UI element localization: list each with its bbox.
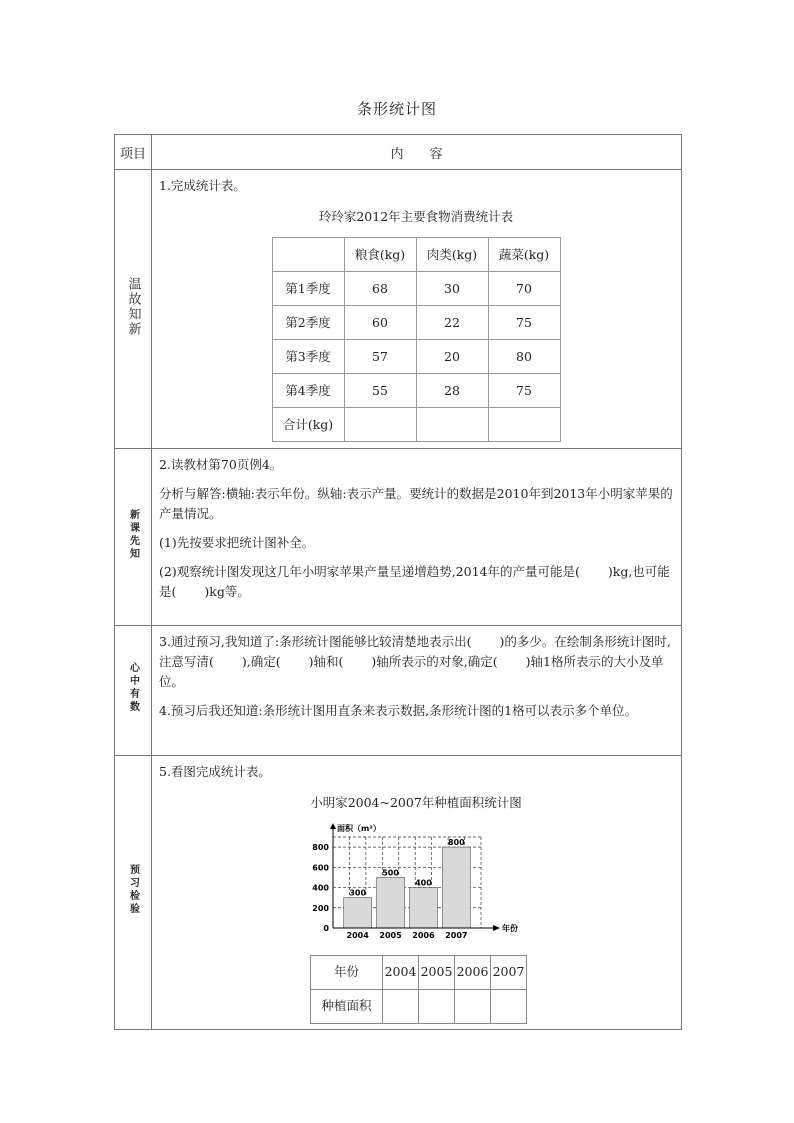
text-fragment: )kg等。 [204,583,250,599]
question-5: 5.看图完成统计表。 [159,763,271,779]
section-label-cell [115,755,152,1029]
data-label: 500 [382,867,399,877]
bar-2007 [442,847,470,928]
answer-blank[interactable] [383,989,419,1023]
area-col-2006: 2006 [455,955,491,989]
answer-blank[interactable] [488,407,560,441]
section-content [152,170,682,449]
text-fragment: 3.通过预习,我知道了:条形统计图能够比较清楚地表示出( [159,633,472,649]
table-row [272,339,560,373]
data-label: 300 [349,888,367,898]
y-tick-label: 800 [312,842,329,852]
question-1: 1.完成统计表。 [159,178,246,193]
text-fragment: (2)观察统计图发现这几年小明家苹果产量呈递增趋势,2014年的产量可能是( [159,563,580,579]
section-check [115,755,682,1029]
question-3 [159,632,673,692]
food-col-grain: 粮食(kg) [344,237,416,271]
bar-chart-svg [301,821,531,951]
section-label: 心中有数 [127,662,139,715]
row-label: 第4季度 [272,373,344,407]
header-item: 项目 [115,135,152,170]
answer-blank[interactable] [455,989,491,1023]
row-label: 第3季度 [272,339,344,373]
y-axis-arrow [330,823,336,829]
step-1-text: (1)先按要求把统计图补全。 [159,534,315,550]
y-tick-label: 400 [312,883,329,893]
area-col-2004: 2004 [383,955,419,989]
analysis-text: 分析与解答:横轴:表示年份。纵轴:表示产量。要统计的数据是2010年到2013年小明家苹果的产量情况。 [159,485,673,521]
worksheet-table [114,134,682,1030]
header-row [115,135,682,170]
y-tick-label: 0 [323,923,329,933]
bar-2005 [377,877,405,928]
table-cell: 80 [488,339,560,373]
text-fragment: )kg,也可能是( [159,563,670,599]
data-label: 800 [447,837,465,847]
food-table [272,237,561,442]
section-content [152,625,682,755]
table-row [272,271,560,305]
area-col-2005: 2005 [419,955,455,989]
table-cell: 22 [416,305,488,339]
step-2-text [159,562,673,602]
answer-blank[interactable] [491,989,527,1023]
question-4: 4.预习后我还知道:条形统计图用直条来表示数据,条形统计图的1格可以表示多个单位。 [159,702,638,718]
table-cell: 55 [344,373,416,407]
food-table-corner [272,237,344,271]
bar-chart [301,821,531,951]
area-table-row [311,989,527,1023]
area-table-header [311,955,527,989]
table-cell: 57 [344,339,416,373]
row-label: 第1季度 [272,271,344,305]
table-cell: 70 [488,271,560,305]
table-cell: 75 [488,373,560,407]
x-tick-label: 2007 [445,930,468,940]
section-content [152,755,682,1029]
x-axis-arrow [493,925,500,931]
table-cell: 75 [488,305,560,339]
food-table-header [272,237,560,271]
bar-2006 [409,887,437,927]
chart-caption: 小明家2004~2007年种植面积统计图 [310,795,522,811]
section-review [115,170,682,449]
data-label: 400 [415,878,432,888]
section-label-cell [115,170,152,449]
x-axis-label: 年份 [502,923,518,933]
section-preview [115,448,682,625]
table-cell: 20 [416,339,488,373]
table-row [272,305,560,339]
x-tick-label: 2005 [379,930,402,940]
table-cell: 30 [416,271,488,305]
x-tick-label: 2006 [412,930,435,940]
table-cell: 68 [344,271,416,305]
answer-blank[interactable] [419,989,455,1023]
table-cell: 60 [344,305,416,339]
table-row [272,373,560,407]
text-fragment: )轴和( [308,653,344,669]
area-col-year: 年份 [311,955,383,989]
food-col-veg: 蔬菜(kg) [488,237,560,271]
area-table [310,955,527,1024]
header-content: 内 容 [152,135,682,170]
y-tick-label: 200 [312,903,329,913]
text-fragment: )轴1格所表示的大小及单位。 [159,653,664,689]
answer-blank[interactable] [344,407,416,441]
row-label: 合计(kg) [272,407,344,441]
row-label: 第2季度 [272,305,344,339]
table-row-total [272,407,560,441]
y-tick-label: 600 [312,862,329,872]
section-summary [115,625,682,755]
table-cell: 28 [416,373,488,407]
text-fragment: ),确定( [241,653,281,669]
text-fragment: )的多少。在绘制条形统计图时,注意写清( [159,633,671,669]
answer-blank[interactable] [416,407,488,441]
page-title: 条形统计图 [356,100,437,118]
food-col-meat: 肉类(kg) [416,237,488,271]
question-2: 2.读教材第70页例4。 [159,456,283,472]
table-caption: 玲玲家2012年主要食物消费统计表 [318,209,514,225]
text-fragment: )轴所表示的对象,确定( [371,653,498,669]
section-label-cell [115,448,152,625]
area-col-2007: 2007 [491,955,527,989]
y-axis-label: 面积（m²） [337,823,381,833]
bar-2004 [344,897,372,927]
section-label: 温故知新 [125,276,141,337]
section-label: 预习检验 [127,864,139,917]
section-content [152,448,682,625]
row-label: 种植面积 [311,989,383,1023]
section-label: 新课先知 [127,508,139,561]
x-tick-label: 2004 [346,930,369,940]
section-label-cell [115,625,152,755]
